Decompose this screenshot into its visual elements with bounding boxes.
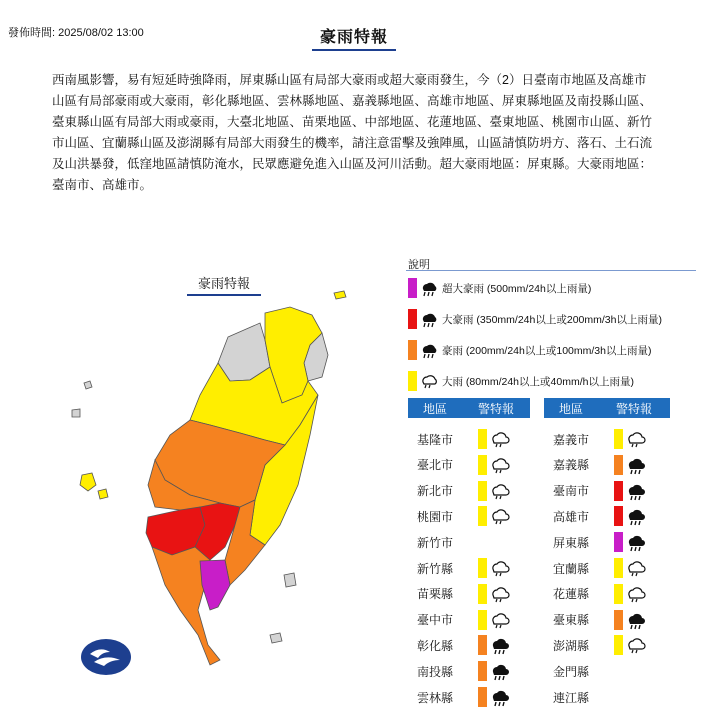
region-row xyxy=(544,531,646,553)
region-row xyxy=(408,609,510,631)
rain-cloud-icon xyxy=(626,635,646,655)
heavy-rain-cloud-icon xyxy=(420,341,438,359)
region-row xyxy=(408,583,510,605)
alert-level-swatch xyxy=(614,532,623,552)
region-row xyxy=(544,609,646,631)
map-island-penghu xyxy=(80,473,108,499)
region-row xyxy=(408,531,462,553)
region-name: 臺南市 xyxy=(552,484,589,499)
alert-level-swatch xyxy=(614,635,623,655)
alert-level-swatch xyxy=(478,506,487,526)
rain-cloud-icon xyxy=(626,558,646,578)
map-island-green xyxy=(284,573,296,587)
alert-level-swatch xyxy=(478,558,487,578)
region-row xyxy=(544,583,646,605)
legend-item-super-torrential xyxy=(408,276,591,300)
region-name: 新竹市 xyxy=(416,535,453,550)
alert-level-swatch xyxy=(478,687,487,707)
region-row xyxy=(408,686,510,708)
region-name: 高雄市 xyxy=(552,509,589,524)
rain-cloud-icon xyxy=(490,558,510,578)
region-row xyxy=(544,686,598,708)
rain-cloud-icon xyxy=(626,584,646,604)
page-title: 豪雨特報 xyxy=(312,24,396,51)
region-row xyxy=(408,428,510,450)
alert-level-swatch xyxy=(614,455,623,475)
map-island-small-2 xyxy=(84,381,92,389)
legend-heading: 說明 xyxy=(408,259,430,271)
rain-cloud-icon xyxy=(490,481,510,501)
heavy-rain-cloud-icon xyxy=(490,687,510,707)
rain-cloud-icon xyxy=(490,584,510,604)
region-name: 連江縣 xyxy=(552,690,589,705)
region-row xyxy=(408,660,510,682)
legend-swatch xyxy=(408,309,417,329)
alert-level-swatch xyxy=(478,661,487,681)
legend-item-extremely-torrential xyxy=(408,307,662,331)
alert-level-swatch xyxy=(478,635,487,655)
cwa-logo xyxy=(80,638,132,676)
col-alert-header: 警特報 xyxy=(615,401,652,416)
region-name: 花蓮縣 xyxy=(552,587,589,602)
region-row xyxy=(544,557,646,579)
region-name: 雲林縣 xyxy=(416,690,453,705)
legend-divider xyxy=(406,270,696,271)
col-region-header: 地區 xyxy=(422,401,447,416)
table-header-right xyxy=(544,398,670,418)
map-island-orchid xyxy=(270,633,282,643)
region-row xyxy=(544,634,646,656)
region-name: 桃園市 xyxy=(416,509,453,524)
region-row xyxy=(544,505,646,527)
alert-level-swatch xyxy=(614,610,623,630)
region-row xyxy=(544,660,598,682)
heavy-rain-cloud-icon xyxy=(420,279,438,297)
alert-level-swatch xyxy=(614,481,623,501)
legend-label: 超大豪雨 (500mm/24h以上雨量) xyxy=(442,282,592,295)
map-region-pingtung xyxy=(200,560,230,610)
alert-level-swatch xyxy=(614,584,623,604)
region-row xyxy=(544,480,646,502)
heavy-rain-cloud-icon xyxy=(490,635,510,655)
alert-level-swatch xyxy=(614,429,623,449)
rain-cloud-icon xyxy=(490,455,510,475)
region-name: 南投縣 xyxy=(416,664,453,679)
region-name: 嘉義市 xyxy=(552,432,589,447)
region-row xyxy=(408,505,510,527)
heavy-rain-cloud-icon xyxy=(626,610,646,630)
alert-level-swatch xyxy=(478,584,487,604)
legend-item-torrential xyxy=(408,338,651,362)
region-name: 澎湖縣 xyxy=(552,638,589,653)
rain-cloud-icon xyxy=(490,429,510,449)
region-name: 宜蘭縣 xyxy=(552,561,589,576)
region-name: 基隆市 xyxy=(416,432,453,447)
heavy-rain-cloud-icon xyxy=(626,506,646,526)
region-row xyxy=(544,428,646,450)
region-name: 新北市 xyxy=(416,484,453,499)
legend-label: 豪雨 (200mm/24h以上或100mm/3h以上雨量) xyxy=(442,344,652,357)
heavy-rain-cloud-icon xyxy=(626,481,646,501)
region-name: 彰化縣 xyxy=(416,638,453,653)
region-name: 臺東縣 xyxy=(552,613,589,628)
legend-swatch xyxy=(408,371,417,391)
rain-cloud-icon xyxy=(626,429,646,449)
region-name: 嘉義縣 xyxy=(552,458,589,473)
map-island-matsu xyxy=(334,291,346,299)
heavy-rain-cloud-icon xyxy=(420,310,438,328)
table-header-left xyxy=(408,398,530,418)
col-alert-header: 警特報 xyxy=(477,401,514,416)
alert-level-swatch xyxy=(478,455,487,475)
legend-label: 大雨 (80mm/24h以上或40mm/h以上雨量) xyxy=(442,375,634,388)
heavy-rain-cloud-icon xyxy=(626,532,646,552)
alert-level-swatch xyxy=(478,481,487,501)
map-island-small-1 xyxy=(72,409,80,417)
region-name: 屏東縣 xyxy=(552,535,589,550)
heavy-rain-cloud-icon xyxy=(490,661,510,681)
alert-level-swatch xyxy=(478,610,487,630)
rain-cloud-icon xyxy=(490,506,510,526)
map-title: 豪雨特報 xyxy=(187,273,261,296)
legend-item-heavy xyxy=(408,369,634,393)
region-name: 金門縣 xyxy=(552,664,589,679)
region-row xyxy=(408,480,510,502)
heavy-rain-cloud-icon xyxy=(626,455,646,475)
region-name: 新竹縣 xyxy=(416,561,453,576)
region-row xyxy=(544,454,646,476)
region-row xyxy=(408,557,510,579)
legend-label: 大豪雨 (350mm/24h以上或200mm/3h以上雨量) xyxy=(442,313,662,326)
region-row xyxy=(408,634,510,656)
alert-level-swatch xyxy=(478,429,487,449)
region-row xyxy=(408,454,510,476)
warning-description: 西南風影響，易有短延時強降雨，屏東縣山區有局部大豪雨或超大豪雨發生，今（2）日臺南市地區及高雄市山區有局部豪雨或大豪雨，彰化縣地區、雲林縣地區、嘉義縣地區、高雄市地區、屏東縣地區及南投縣山區、臺東縣山區有局部大雨或豪雨，大臺北地區、苗栗地區、中部地區、花蓮地區、臺東地區、桃園市山區、新竹市山區、宜蘭縣山區及澎湖縣有局部大雨發生的機率，請注意雷擊及強陣風，山區請慎防坍方、落石、土石流及山洪暴發，低窪地區請慎防淹水，民眾應避免進入山區及河川活動。超大豪雨地區：屏東縣。大豪雨地區：臺南市、高雄市。 xyxy=(52,73,653,192)
col-region-header: 地區 xyxy=(558,401,583,416)
alert-level-swatch xyxy=(614,506,623,526)
region-name: 苗栗縣 xyxy=(416,587,453,602)
rain-cloud-icon xyxy=(420,372,438,390)
legend-swatch xyxy=(408,278,417,298)
rain-cloud-icon xyxy=(490,610,510,630)
region-name: 臺中市 xyxy=(416,613,453,628)
issue-time: 發佈時間: 2025/08/02 13:00 xyxy=(8,27,144,39)
region-name: 臺北市 xyxy=(416,458,453,473)
alert-level-swatch xyxy=(614,558,623,578)
legend-swatch xyxy=(408,340,417,360)
